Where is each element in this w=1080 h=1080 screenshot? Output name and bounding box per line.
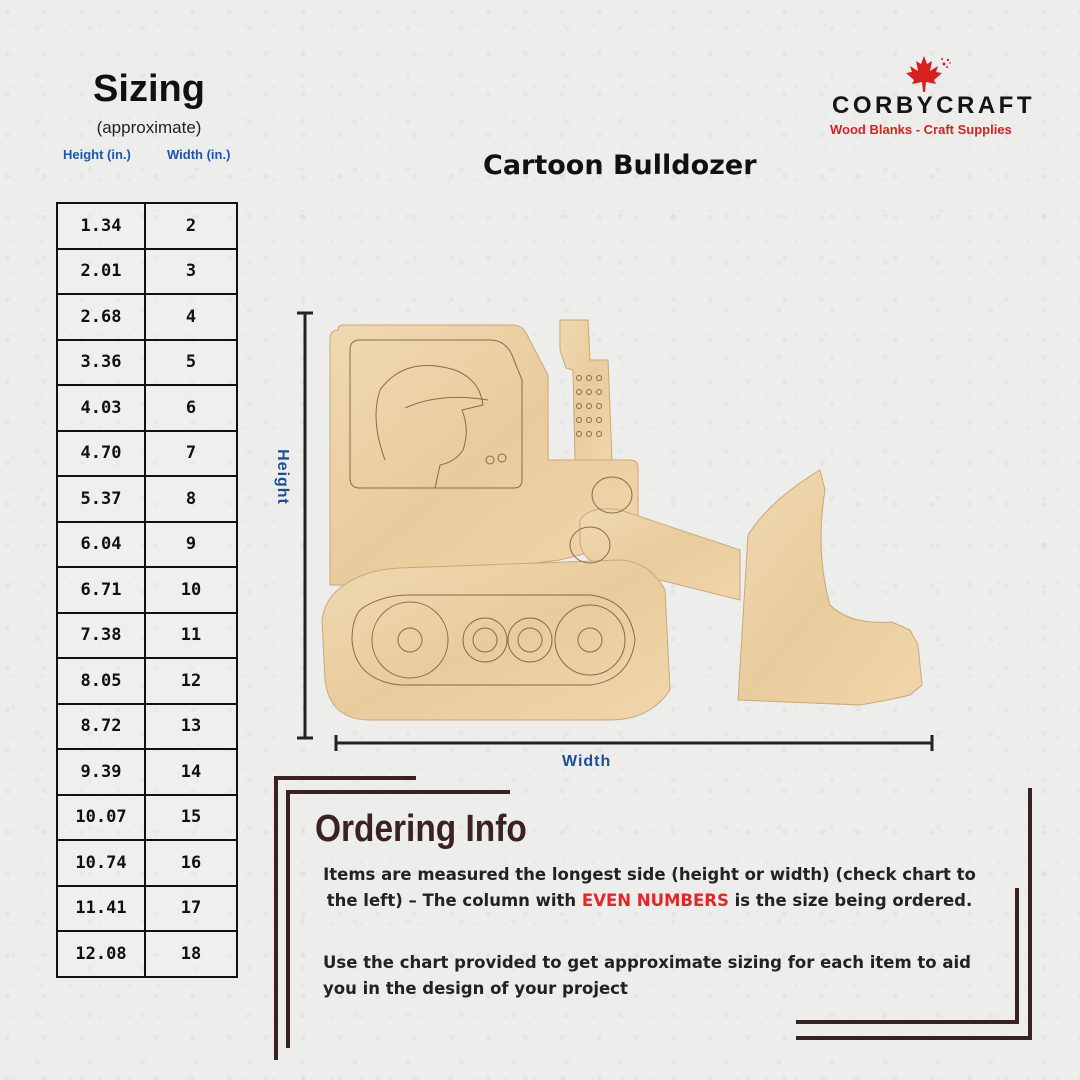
width-cell: 11 [145, 613, 237, 659]
height-cell: 3.36 [57, 340, 145, 386]
height-cell: 4.03 [57, 385, 145, 431]
ordering-text-end: is the size being ordered. [728, 891, 973, 910]
table-row [57, 522, 237, 568]
width-cell: 18 [145, 931, 237, 977]
height-cell: 2.01 [57, 249, 145, 295]
width-cell: 2 [145, 203, 237, 249]
height-cell: 8.72 [57, 704, 145, 750]
width-cell: 15 [145, 795, 237, 841]
width-cell: 17 [145, 886, 237, 932]
brand-name: CORBYCRAFT [832, 92, 1035, 119]
table-row [57, 613, 237, 659]
height-cell: 8.05 [57, 658, 145, 704]
width-cell: 4 [145, 294, 237, 340]
width-cell: 5 [145, 340, 237, 386]
width-cell: 16 [145, 840, 237, 886]
brand-tagline: Wood Blanks - Craft Supplies [830, 122, 1012, 137]
table-row [57, 749, 237, 795]
height-cell: 10.74 [57, 840, 145, 886]
height-cell: 10.07 [57, 795, 145, 841]
height-cell: 12.08 [57, 931, 145, 977]
sizing-title: Sizing [93, 68, 205, 110]
width-cell: 3 [145, 249, 237, 295]
height-cell: 9.39 [57, 749, 145, 795]
ordering-text-start: Items are measured the longest side (height or width) (check chart to the left) – The column with [323, 865, 976, 910]
table-row [57, 340, 237, 386]
ordering-info-paragraph-2: Use the chart provided to get approximate sizing for each item to aid you in the design of your project [323, 953, 971, 998]
table-row [57, 567, 237, 613]
ordering-info-title: Ordering Info [315, 808, 527, 850]
table-row [57, 795, 237, 841]
table-row [57, 704, 237, 750]
height-cell: 2.68 [57, 294, 145, 340]
table-row [57, 385, 237, 431]
size-table [56, 202, 238, 978]
maple-leaf-icon [896, 54, 952, 94]
size-table-body [57, 203, 237, 977]
sizing-subtitle: (approximate) [96, 118, 202, 137]
width-cell: 6 [145, 385, 237, 431]
table-row [57, 476, 237, 522]
width-cell: 12 [145, 658, 237, 704]
height-cell: 11.41 [57, 886, 145, 932]
table-row [57, 931, 237, 977]
height-label: Height [273, 449, 291, 505]
height-cell: 6.04 [57, 522, 145, 568]
height-column-header: Height (in.) [63, 147, 131, 162]
width-cell: 13 [145, 704, 237, 750]
width-cell: 14 [145, 749, 237, 795]
even-numbers-emphasis: EVEN NUMBERS [581, 891, 729, 910]
width-cell: 10 [145, 567, 237, 613]
table-row [57, 886, 237, 932]
height-cell: 6.71 [57, 567, 145, 613]
table-row [57, 431, 237, 477]
height-cell: 7.38 [57, 613, 145, 659]
width-cell: 9 [145, 522, 237, 568]
height-cell: 5.37 [57, 476, 145, 522]
table-row [57, 658, 237, 704]
product-title: Cartoon Bulldozer [483, 150, 757, 181]
table-row [57, 294, 237, 340]
height-cell: 4.70 [57, 431, 145, 477]
table-row [57, 249, 237, 295]
ordering-info-paragraph-1 [322, 862, 977, 914]
width-column-header: Width (in.) [167, 147, 231, 162]
width-label: Width [562, 753, 612, 770]
table-row [57, 203, 237, 249]
bulldozer-cutout-image [290, 300, 950, 740]
table-row [57, 840, 237, 886]
height-cell: 1.34 [57, 203, 145, 249]
width-cell: 8 [145, 476, 237, 522]
width-cell: 7 [145, 431, 237, 477]
